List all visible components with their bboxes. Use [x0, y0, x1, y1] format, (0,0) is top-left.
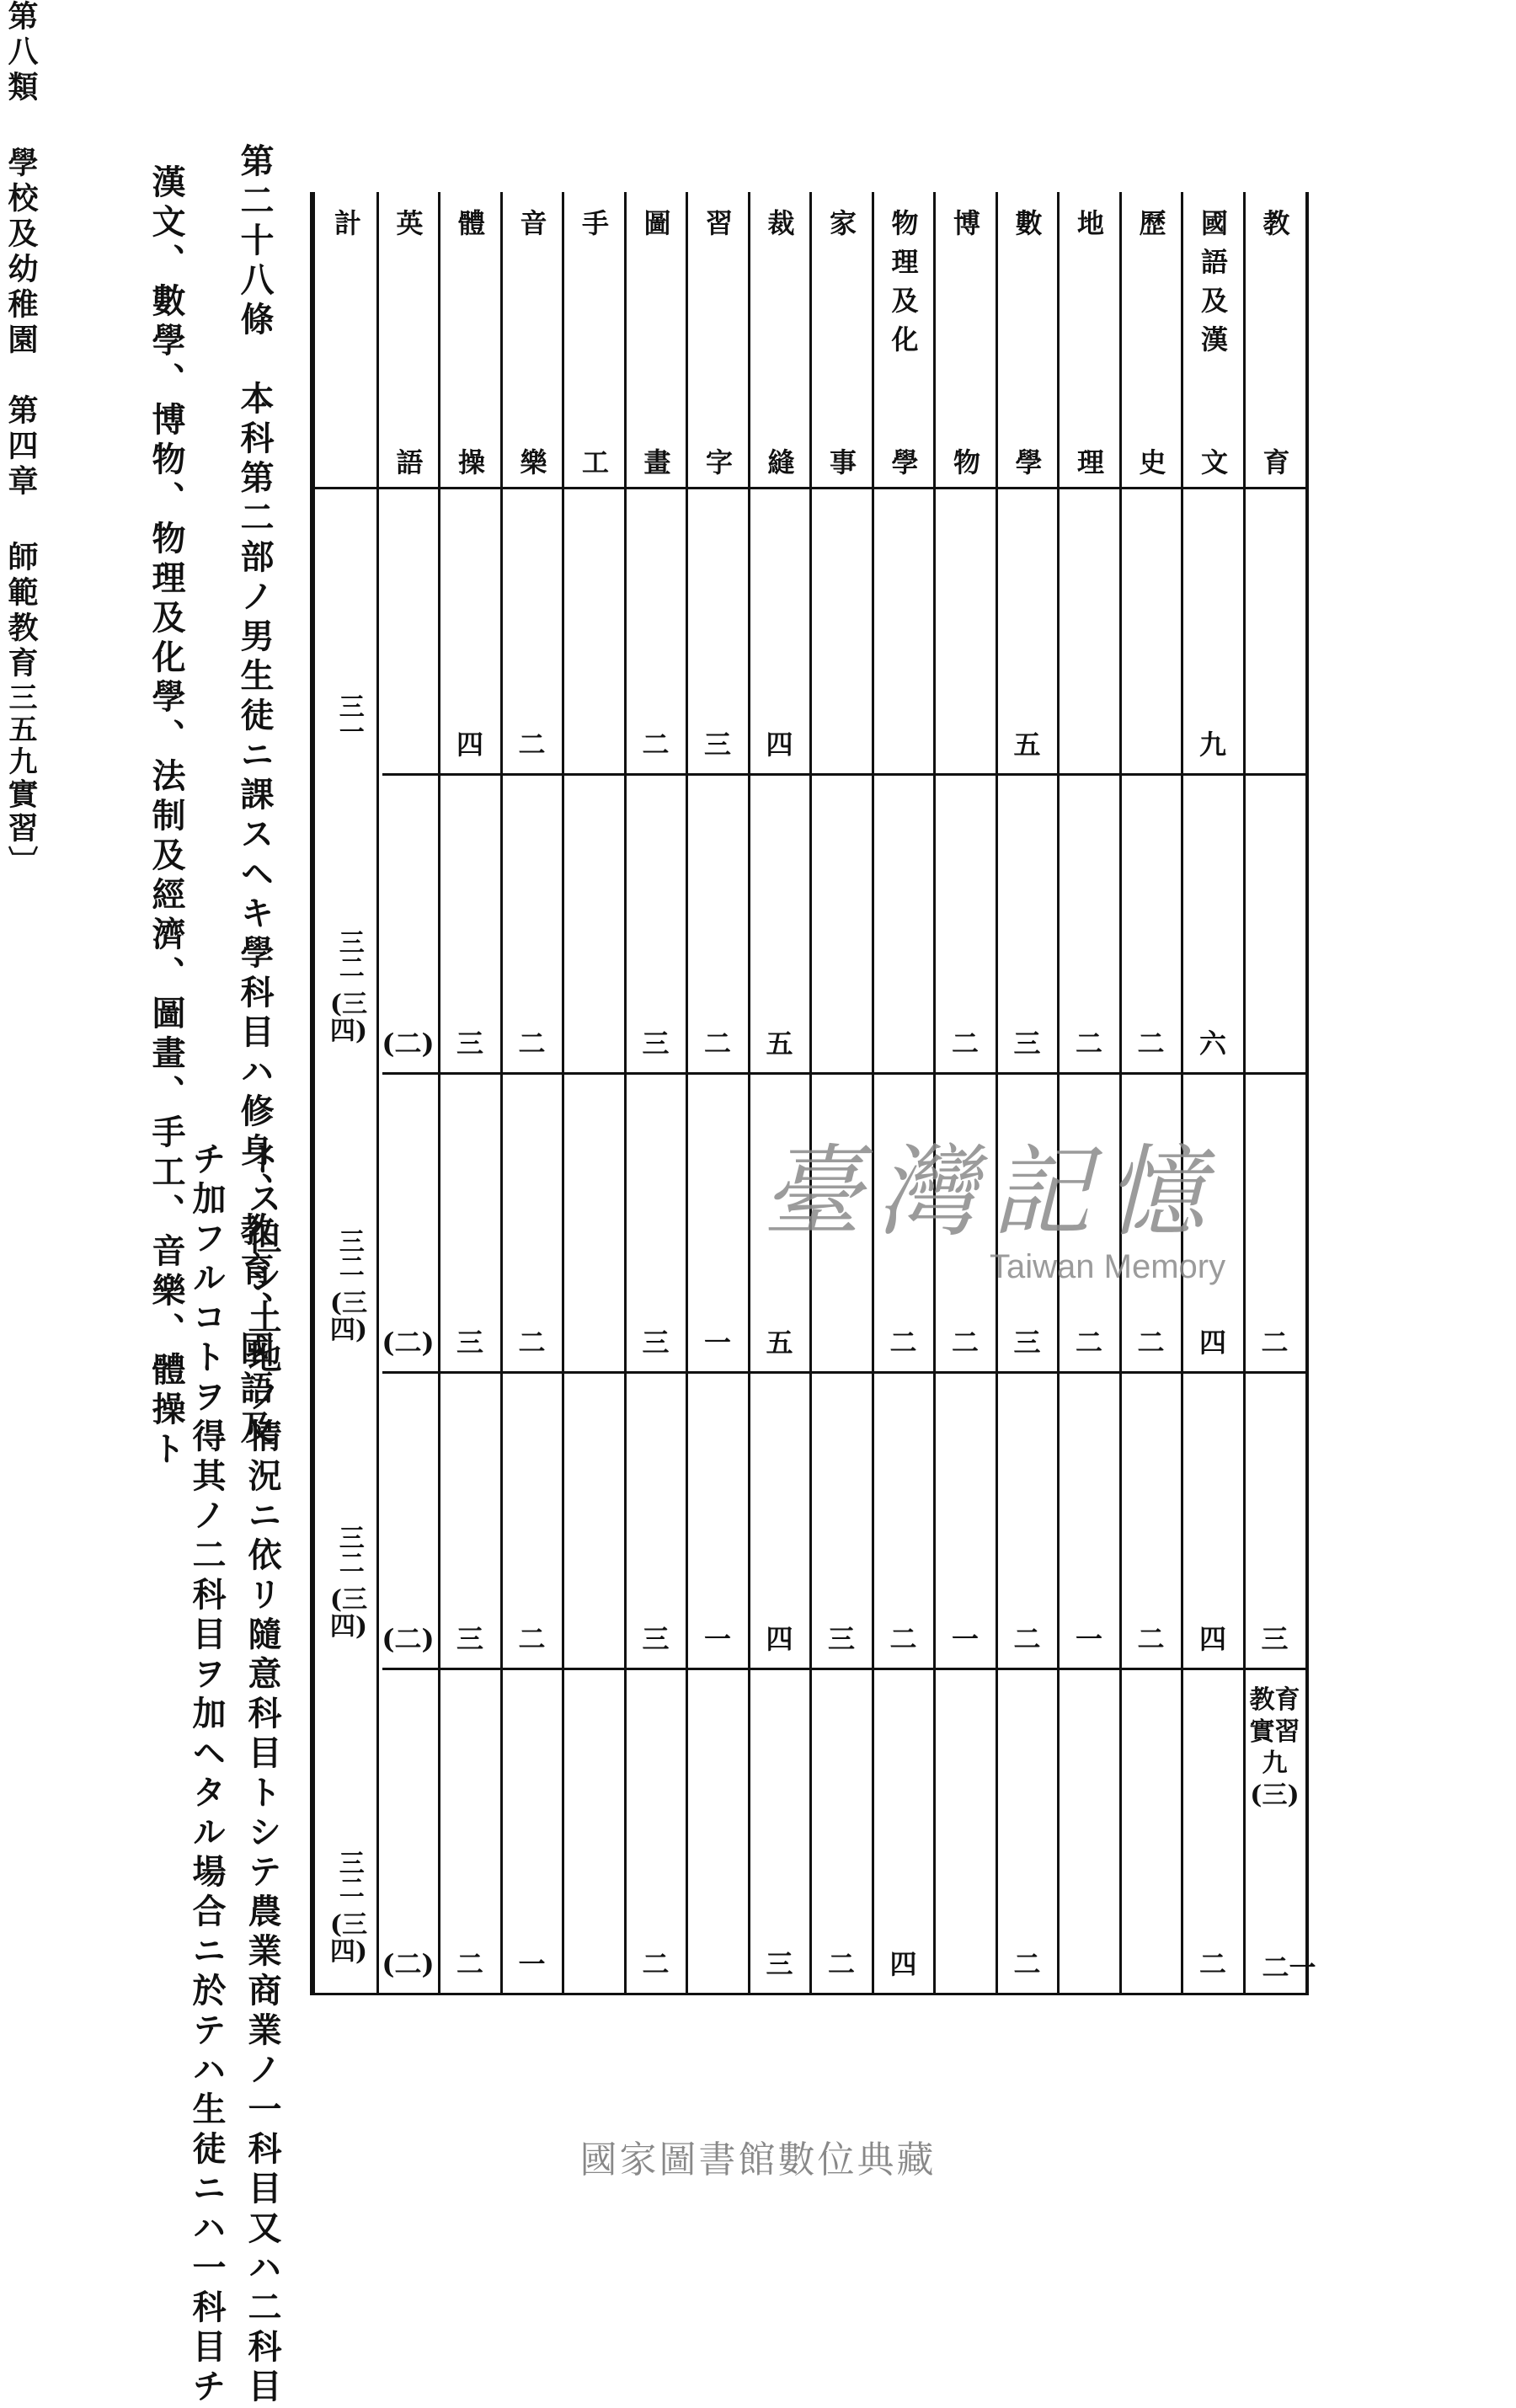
table-header-bottom-text: 工	[578, 448, 610, 487]
table-total-cell	[315, 693, 382, 744]
table-header-cell	[935, 209, 996, 487]
table-total-cell	[315, 929, 382, 1044]
table-value-cell: 六	[1198, 1028, 1226, 1060]
table-header-cell	[316, 209, 376, 487]
table-header-top-text: 教	[1258, 209, 1291, 248]
article-note-line-1: トス但シ土地ノ情況ニ依リ隨意科目トシテ農業商業ノ一科目又ハ二科目	[243, 1141, 282, 2408]
table-value-cell: 四	[889, 1948, 917, 1980]
table-header-rule	[315, 487, 1305, 489]
table-value-cell: (二)	[382, 1948, 435, 1980]
table-header-top-text: 博	[949, 209, 981, 248]
watermark-english: Taiwan Memory	[990, 1248, 1226, 1285]
table-header-bottom-text: 字	[702, 448, 734, 487]
table-value-cell: 一	[518, 1948, 546, 1980]
table-header-top-text: 手	[578, 209, 610, 248]
table-header-top-text: 家	[825, 209, 857, 248]
table-value-cell: 三	[1013, 1028, 1041, 1060]
table-header-top-text: 地	[1073, 209, 1105, 248]
table-value-cell: 三	[703, 729, 731, 761]
table-header-cell	[1182, 209, 1243, 487]
table-value-cell: 一二	[1257, 1953, 1317, 1980]
table-value-cell: 九	[1198, 729, 1226, 761]
table-value-cell: 二	[1137, 1327, 1165, 1359]
side-note: 實習〕	[3, 778, 39, 879]
article-subjects-line: 漢文、數學、博物、物理及化學、法制及經濟、圖畫、手工、音樂、體操ト	[147, 164, 186, 1471]
table-header-cell	[1121, 209, 1182, 487]
table-value-cell: 三	[827, 1623, 855, 1655]
table-value-cell: 二	[518, 1327, 546, 1359]
table-header-cell	[563, 209, 624, 487]
table-total-cell	[315, 1228, 382, 1343]
table-total-cell	[315, 1850, 382, 1965]
table-header-bottom-text: 育	[1258, 448, 1291, 487]
table-value-cell: 二	[456, 1948, 483, 1980]
education-practice-note: 教育實習九(三)	[1249, 1685, 1300, 1810]
table-value-cell: 四	[766, 729, 793, 761]
table-total-value: 三二	[334, 1228, 364, 1279]
table-value-cell: 五	[766, 1327, 793, 1359]
table-total-subvalue: (三四)	[329, 990, 368, 1046]
table-value-cell: 二	[703, 1028, 731, 1060]
footer-credit: 國家圖書館數位典藏	[579, 2138, 937, 2181]
watermark-chinese: 臺灣記憶	[762, 1134, 1221, 1250]
table-value-cell: 二	[1261, 1327, 1289, 1359]
table-header-top-text: 裁	[763, 209, 796, 248]
table-header-bottom-text: 語	[392, 448, 424, 487]
table-total-value: 三一	[334, 693, 364, 744]
table-value-cell: 二	[518, 729, 546, 761]
table-row-rule	[382, 1371, 1305, 1374]
table-value-cell: 三	[456, 1327, 483, 1359]
table-value-cell: 三	[456, 1028, 483, 1060]
running-header: 第八類 學校及幼稚園 第四章 師範教育	[3, 0, 39, 682]
table-value-cell: 二	[642, 729, 670, 761]
table-total-subvalue: (三四)	[329, 1910, 368, 1967]
table-value-cell: 二	[1075, 1028, 1102, 1060]
table-header-top-text: 物理及化	[887, 209, 920, 364]
table-row-rule	[382, 773, 1305, 776]
table-header-top-text: 習	[702, 209, 734, 248]
table-value-cell: 一	[951, 1623, 979, 1655]
table-total-subvalue: (三四)	[329, 1585, 368, 1642]
table-value-cell: 五	[766, 1028, 793, 1060]
table-header-cell	[811, 209, 872, 487]
table-value-cell: 四	[1198, 1327, 1226, 1359]
table-value-cell: 四	[1198, 1623, 1226, 1655]
table-header-bottom-text: 樂	[515, 448, 548, 487]
table-value-cell: 三	[642, 1327, 670, 1359]
table-row-rule	[382, 1668, 1305, 1670]
table-header-top-text: 英	[392, 209, 424, 248]
table-header-cell	[502, 209, 563, 487]
table-header-bottom-text: 史	[1134, 448, 1167, 487]
table-value-cell: (二)	[382, 1623, 435, 1655]
table-header-top-text: 體	[454, 209, 486, 248]
table-value-cell: 三	[642, 1028, 670, 1060]
table-value-cell: 二	[889, 1327, 917, 1359]
table-header-top-text: 圖	[639, 209, 672, 248]
table-header-bottom-text: 物	[949, 448, 981, 487]
table-value-cell: 四	[766, 1623, 793, 1655]
table-header-bottom-text: 理	[1073, 448, 1105, 487]
watermark	[762, 1112, 1225, 1286]
table-header-cell	[750, 209, 810, 487]
table-header-bottom-text: 畫	[639, 448, 672, 487]
table-value-cell: 五	[1013, 729, 1041, 761]
table-value-cell: 二	[518, 1623, 546, 1655]
table-value-cell: 三	[1261, 1623, 1289, 1655]
page-number: 三五九	[3, 682, 37, 778]
table-total-cell	[315, 1524, 382, 1640]
table-value-cell: (二)	[382, 1327, 435, 1359]
table-value-cell: 二	[1198, 1948, 1226, 1980]
table-value-cell: 二	[1013, 1948, 1041, 1980]
table-value-cell: 三	[456, 1623, 483, 1655]
table-row-rule	[382, 1072, 1305, 1075]
table-header-top-text: 音	[515, 209, 548, 248]
table-value-cell: 一	[1075, 1623, 1102, 1655]
table-header-top-text: 計	[330, 209, 362, 248]
table-value-cell: 二	[1137, 1623, 1165, 1655]
table-header-cell	[997, 209, 1058, 487]
table-header-cell	[1059, 209, 1119, 487]
table-total-value: 三二	[334, 1524, 364, 1575]
curriculum-table	[310, 192, 1317, 1995]
table-value-cell: 四	[456, 729, 483, 761]
table-header-cell	[1245, 209, 1305, 487]
table-header-bottom-text: 文	[1197, 448, 1229, 487]
table-header-bottom-text: 事	[825, 448, 857, 487]
table-header-cell	[687, 209, 748, 487]
table-header-cell	[626, 209, 686, 487]
table-value-cell: 三	[642, 1623, 670, 1655]
table-value-cell: 二	[1137, 1028, 1165, 1060]
table-value-cell: 二	[518, 1028, 546, 1060]
table-value-cell: 二	[889, 1623, 917, 1655]
table-value-cell: 二	[1075, 1327, 1102, 1359]
table-header-top-text: 數	[1011, 209, 1044, 248]
table-header-cell	[440, 209, 500, 487]
table-header-bottom-text: 學	[887, 448, 920, 487]
table-total-value: 三二	[334, 929, 364, 980]
table-value-cell: 二	[1013, 1623, 1041, 1655]
table-total-value: 三二	[334, 1850, 364, 1900]
table-value-cell: 二	[951, 1028, 979, 1060]
table-header-cell	[378, 209, 439, 487]
table-value-cell: 二	[642, 1948, 670, 1980]
article-note-line-2: チ加フルコトヲ得其ノ二科目ヲ加ヘタル場合ニ於テハ生徒ニハ一科目チ	[187, 1141, 227, 2408]
table-total-subvalue: (三四)	[329, 1289, 368, 1345]
table-header-top-text: 歷	[1134, 209, 1167, 248]
table-header-bottom-text: 學	[1011, 448, 1044, 487]
table-header-bottom-text: 縫	[763, 448, 796, 487]
table-header-bottom-text: 操	[454, 448, 486, 487]
table-value-cell: 一	[703, 1327, 731, 1359]
table-value-cell: 二	[951, 1327, 979, 1359]
table-value-cell: (二)	[382, 1028, 435, 1060]
article-title-line: 第二十八條 本科第二部ノ男生徒ニ課スヘキ學科目ハ修身、教育、國語及	[235, 143, 275, 1450]
table-header-cell	[873, 209, 934, 487]
table-value-cell: 一	[703, 1623, 731, 1655]
table-value-cell: 二	[827, 1948, 855, 1980]
table-header-top-text: 國語及漢	[1197, 209, 1229, 364]
table-value-cell: 三	[766, 1948, 793, 1980]
table-value-cell: 三	[1013, 1327, 1041, 1359]
